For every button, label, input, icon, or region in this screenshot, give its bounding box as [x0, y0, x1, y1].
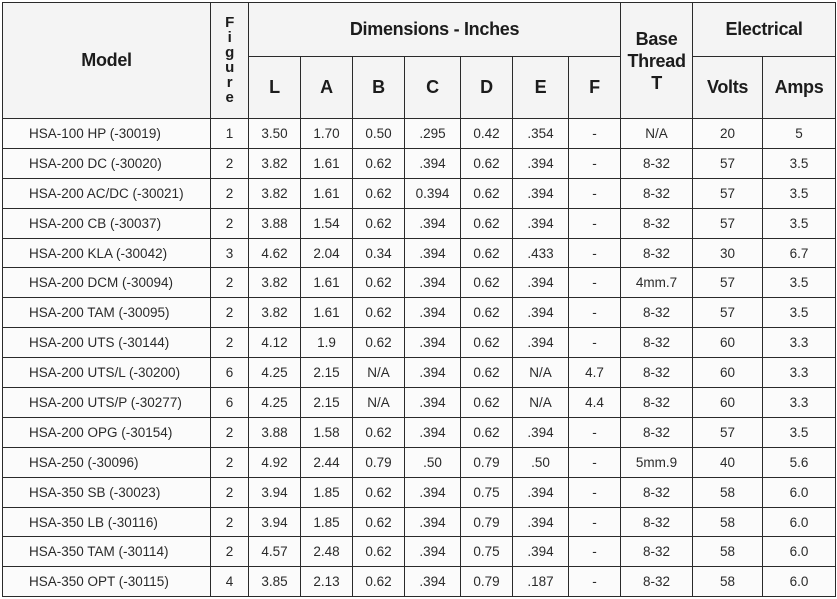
cell-thread: 8-32 [621, 537, 693, 567]
cell-dim-e: .394 [513, 298, 569, 328]
cell-volts: 58 [693, 537, 763, 567]
cell-dim-d: 0.62 [461, 417, 513, 447]
cell-dim-b: 0.62 [353, 507, 405, 537]
cell-dim-l: 4.25 [249, 358, 301, 388]
cell-dim-l: 3.85 [249, 567, 301, 597]
cell-dim-l: 3.88 [249, 417, 301, 447]
table-row [3, 238, 836, 268]
header-dim-l: L [249, 57, 301, 119]
table-row [3, 537, 836, 567]
cell-dim-c: .394 [405, 268, 461, 298]
cell-dim-a: 1.61 [301, 148, 353, 178]
cell-amps: 5 [763, 119, 836, 149]
cell-model: HSA-200 DC (-30020) [3, 148, 211, 178]
table-row [3, 477, 836, 507]
cell-dim-l: 3.82 [249, 268, 301, 298]
cell-thread: 8-32 [621, 417, 693, 447]
cell-dim-a: 2.13 [301, 567, 353, 597]
cell-dim-a: 1.70 [301, 119, 353, 149]
cell-dim-b: 0.62 [353, 417, 405, 447]
cell-model: HSA-200 DCM (-30094) [3, 268, 211, 298]
table-header [3, 3, 836, 119]
cell-dim-a: 1.58 [301, 417, 353, 447]
cell-amps: 3.5 [763, 417, 836, 447]
cell-dim-l: 4.25 [249, 388, 301, 418]
cell-figure: 6 [211, 388, 249, 418]
cell-dim-a: 2.15 [301, 358, 353, 388]
cell-dim-f: 4.7 [569, 358, 621, 388]
figure-letter: u [225, 58, 234, 76]
cell-amps: 6.0 [763, 567, 836, 597]
table-row [3, 298, 836, 328]
cell-dim-c: .394 [405, 507, 461, 537]
cell-amps: 6.0 [763, 477, 836, 507]
cell-dim-f: - [569, 567, 621, 597]
cell-dim-e: .394 [513, 148, 569, 178]
table-row [3, 268, 836, 298]
cell-volts: 58 [693, 567, 763, 597]
cell-dim-f: - [569, 417, 621, 447]
cell-model: HSA-200 UTS/P (-30277) [3, 388, 211, 418]
cell-dim-c: .394 [405, 537, 461, 567]
table-row [3, 148, 836, 178]
header-volts: Volts [693, 57, 763, 119]
cell-dim-e: .394 [513, 477, 569, 507]
cell-dim-b: 0.62 [353, 178, 405, 208]
cell-dim-f: - [569, 537, 621, 567]
cell-dim-f: - [569, 477, 621, 507]
cell-dim-f: - [569, 238, 621, 268]
cell-dim-c: 0.394 [405, 178, 461, 208]
cell-model: HSA-200 OPG (-30154) [3, 417, 211, 447]
cell-dim-d: 0.75 [461, 537, 513, 567]
cell-dim-c: .394 [405, 417, 461, 447]
cell-model: HSA-200 AC/DC (-30021) [3, 178, 211, 208]
cell-dim-a: 2.04 [301, 238, 353, 268]
cell-thread: 8-32 [621, 178, 693, 208]
cell-amps: 3.3 [763, 328, 836, 358]
cell-dim-a: 2.15 [301, 388, 353, 418]
cell-thread: 5mm.9 [621, 447, 693, 477]
cell-dim-d: 0.79 [461, 447, 513, 477]
header-amps: Amps [763, 57, 836, 119]
cell-volts: 57 [693, 178, 763, 208]
cell-model: HSA-100 HP (-30019) [3, 119, 211, 149]
cell-dim-b: 0.62 [353, 567, 405, 597]
cell-dim-b: 0.62 [353, 208, 405, 238]
header-dim-c: C [405, 57, 461, 119]
cell-dim-b: 0.62 [353, 268, 405, 298]
cell-dim-d: 0.62 [461, 298, 513, 328]
cell-thread: 4mm.7 [621, 268, 693, 298]
cell-model: HSA-350 LB (-30116) [3, 507, 211, 537]
cell-dim-f: - [569, 298, 621, 328]
cell-dim-l: 3.82 [249, 178, 301, 208]
cell-dim-e: .394 [513, 417, 569, 447]
cell-dim-b: 0.50 [353, 119, 405, 149]
cell-dim-b: N/A [353, 358, 405, 388]
cell-amps: 3.5 [763, 268, 836, 298]
cell-dim-a: 1.61 [301, 298, 353, 328]
header-dimensions: Dimensions - Inches [249, 3, 621, 57]
cell-dim-f: - [569, 148, 621, 178]
cell-thread: 8-32 [621, 298, 693, 328]
cell-volts: 58 [693, 477, 763, 507]
cell-thread: 8-32 [621, 388, 693, 418]
cell-dim-d: 0.75 [461, 477, 513, 507]
header-base-thread [621, 3, 693, 119]
cell-thread: 8-32 [621, 477, 693, 507]
header-model: Model [3, 3, 211, 119]
header-dim-e: E [513, 57, 569, 119]
cell-dim-f: - [569, 119, 621, 149]
table-row [3, 417, 836, 447]
cell-dim-e: .187 [513, 567, 569, 597]
table-body [3, 119, 836, 597]
cell-dim-f: - [569, 328, 621, 358]
cell-figure: 2 [211, 477, 249, 507]
cell-figure: 2 [211, 208, 249, 238]
cell-amps: 3.5 [763, 148, 836, 178]
cell-dim-a: 2.44 [301, 447, 353, 477]
cell-figure: 2 [211, 178, 249, 208]
cell-dim-e: .394 [513, 268, 569, 298]
cell-dim-d: 0.62 [461, 178, 513, 208]
cell-thread: 8-32 [621, 567, 693, 597]
cell-dim-a: 1.85 [301, 507, 353, 537]
cell-figure: 2 [211, 298, 249, 328]
cell-dim-a: 1.54 [301, 208, 353, 238]
cell-dim-c: .394 [405, 358, 461, 388]
cell-dim-d: 0.62 [461, 238, 513, 268]
base-thread-line3: T [651, 72, 662, 93]
cell-dim-c: .394 [405, 477, 461, 507]
cell-dim-f: - [569, 208, 621, 238]
cell-model: HSA-200 CB (-30037) [3, 208, 211, 238]
cell-thread: 8-32 [621, 208, 693, 238]
cell-dim-b: N/A [353, 388, 405, 418]
cell-dim-c: .394 [405, 567, 461, 597]
cell-dim-f: - [569, 268, 621, 298]
cell-model: HSA-350 OPT (-30115) [3, 567, 211, 597]
cell-dim-e: .433 [513, 238, 569, 268]
table-row [3, 178, 836, 208]
cell-dim-l: 4.62 [249, 238, 301, 268]
header-figure [211, 3, 249, 119]
cell-thread: 8-32 [621, 238, 693, 268]
cell-dim-c: .394 [405, 298, 461, 328]
cell-amps: 3.3 [763, 388, 836, 418]
header-dim-d: D [461, 57, 513, 119]
cell-dim-b: 0.62 [353, 477, 405, 507]
cell-dim-b: 0.79 [353, 447, 405, 477]
table-row [3, 328, 836, 358]
cell-dim-a: 1.9 [301, 328, 353, 358]
cell-dim-f: - [569, 447, 621, 477]
cell-model: HSA-200 TAM (-30095) [3, 298, 211, 328]
cell-dim-l: 3.94 [249, 477, 301, 507]
cell-dim-a: 1.85 [301, 477, 353, 507]
cell-dim-d: 0.79 [461, 567, 513, 597]
cell-amps: 3.5 [763, 298, 836, 328]
header-dim-f: F [569, 57, 621, 119]
table-row [3, 208, 836, 238]
cell-model: HSA-200 UTS/L (-30200) [3, 358, 211, 388]
cell-dim-e: .394 [513, 328, 569, 358]
cell-dim-e: .394 [513, 507, 569, 537]
cell-volts: 58 [693, 507, 763, 537]
cell-figure: 3 [211, 238, 249, 268]
cell-dim-f: 4.4 [569, 388, 621, 418]
header-electrical: Electrical [693, 3, 836, 57]
cell-dim-d: 0.62 [461, 268, 513, 298]
cell-dim-c: .295 [405, 119, 461, 149]
cell-dim-d: 0.62 [461, 358, 513, 388]
cell-model: HSA-350 SB (-30023) [3, 477, 211, 507]
cell-thread: 8-32 [621, 507, 693, 537]
cell-thread: N/A [621, 119, 693, 149]
figure-letter: F [225, 13, 234, 31]
cell-dim-f: - [569, 178, 621, 208]
cell-amps: 3.5 [763, 178, 836, 208]
cell-amps: 3.5 [763, 208, 836, 238]
cell-volts: 30 [693, 238, 763, 268]
cell-dim-a: 1.61 [301, 178, 353, 208]
figure-letter: r [226, 73, 233, 91]
cell-amps: 6.0 [763, 537, 836, 567]
cell-model: HSA-250 (-30096) [3, 447, 211, 477]
figure-letters [225, 15, 234, 105]
cell-dim-l: 3.94 [249, 507, 301, 537]
cell-volts: 57 [693, 268, 763, 298]
cell-dim-l: 3.88 [249, 208, 301, 238]
cell-thread: 8-32 [621, 358, 693, 388]
cell-dim-d: 0.62 [461, 388, 513, 418]
cell-figure: 6 [211, 358, 249, 388]
cell-dim-c: .394 [405, 328, 461, 358]
cell-dim-e: .354 [513, 119, 569, 149]
base-thread-line2: Thread [627, 50, 686, 71]
cell-thread: 8-32 [621, 148, 693, 178]
cell-dim-d: 0.62 [461, 148, 513, 178]
cell-volts: 40 [693, 447, 763, 477]
cell-dim-e: .50 [513, 447, 569, 477]
cell-figure: 2 [211, 268, 249, 298]
cell-figure: 1 [211, 119, 249, 149]
cell-dim-d: 0.62 [461, 328, 513, 358]
cell-dim-c: .394 [405, 388, 461, 418]
cell-dim-l: 3.82 [249, 148, 301, 178]
cell-dim-l: 3.50 [249, 119, 301, 149]
cell-dim-b: 0.62 [353, 298, 405, 328]
cell-dim-c: .394 [405, 208, 461, 238]
table-row [3, 447, 836, 477]
cell-model: HSA-200 UTS (-30144) [3, 328, 211, 358]
cell-volts: 57 [693, 417, 763, 447]
cell-figure: 2 [211, 537, 249, 567]
figure-letter: i [227, 28, 232, 46]
header-dim-b: B [353, 57, 405, 119]
cell-volts: 60 [693, 328, 763, 358]
cell-dim-d: 0.79 [461, 507, 513, 537]
cell-dim-e: N/A [513, 388, 569, 418]
table-row [3, 358, 836, 388]
cell-dim-e: .394 [513, 208, 569, 238]
cell-model: HSA-200 KLA (-30042) [3, 238, 211, 268]
cell-dim-e: .394 [513, 537, 569, 567]
cell-volts: 20 [693, 119, 763, 149]
cell-volts: 60 [693, 388, 763, 418]
cell-volts: 60 [693, 358, 763, 388]
figure-letter: g [225, 43, 234, 61]
cell-dim-d: 0.42 [461, 119, 513, 149]
cell-dim-f: - [569, 507, 621, 537]
header-dim-a: A [301, 57, 353, 119]
cell-dim-b: 0.62 [353, 148, 405, 178]
cell-volts: 57 [693, 298, 763, 328]
cell-figure: 2 [211, 447, 249, 477]
cell-figure: 2 [211, 148, 249, 178]
specifications-table [2, 2, 836, 597]
cell-dim-l: 3.82 [249, 298, 301, 328]
cell-dim-l: 4.92 [249, 447, 301, 477]
cell-figure: 2 [211, 507, 249, 537]
cell-dim-c: .394 [405, 238, 461, 268]
cell-dim-d: 0.62 [461, 208, 513, 238]
cell-model: HSA-350 TAM (-30114) [3, 537, 211, 567]
cell-thread: 8-32 [621, 328, 693, 358]
cell-amps: 6.7 [763, 238, 836, 268]
cell-amps: 6.0 [763, 507, 836, 537]
table-row [3, 388, 836, 418]
figure-letter: e [225, 88, 234, 106]
cell-dim-b: 0.62 [353, 537, 405, 567]
cell-amps: 5.6 [763, 447, 836, 477]
cell-dim-c: .394 [405, 148, 461, 178]
cell-dim-l: 4.57 [249, 537, 301, 567]
table-row [3, 507, 836, 537]
cell-dim-a: 1.61 [301, 268, 353, 298]
cell-amps: 3.3 [763, 358, 836, 388]
cell-dim-e: .394 [513, 178, 569, 208]
cell-figure: 2 [211, 328, 249, 358]
cell-figure: 2 [211, 417, 249, 447]
cell-dim-e: N/A [513, 358, 569, 388]
cell-dim-a: 2.48 [301, 537, 353, 567]
cell-dim-l: 4.12 [249, 328, 301, 358]
cell-volts: 57 [693, 208, 763, 238]
cell-dim-b: 0.62 [353, 328, 405, 358]
table-row [3, 119, 836, 149]
cell-volts: 57 [693, 148, 763, 178]
cell-dim-c: .50 [405, 447, 461, 477]
base-thread-line1: Base [635, 28, 678, 49]
cell-dim-b: 0.34 [353, 238, 405, 268]
table-row [3, 567, 836, 597]
cell-figure: 4 [211, 567, 249, 597]
